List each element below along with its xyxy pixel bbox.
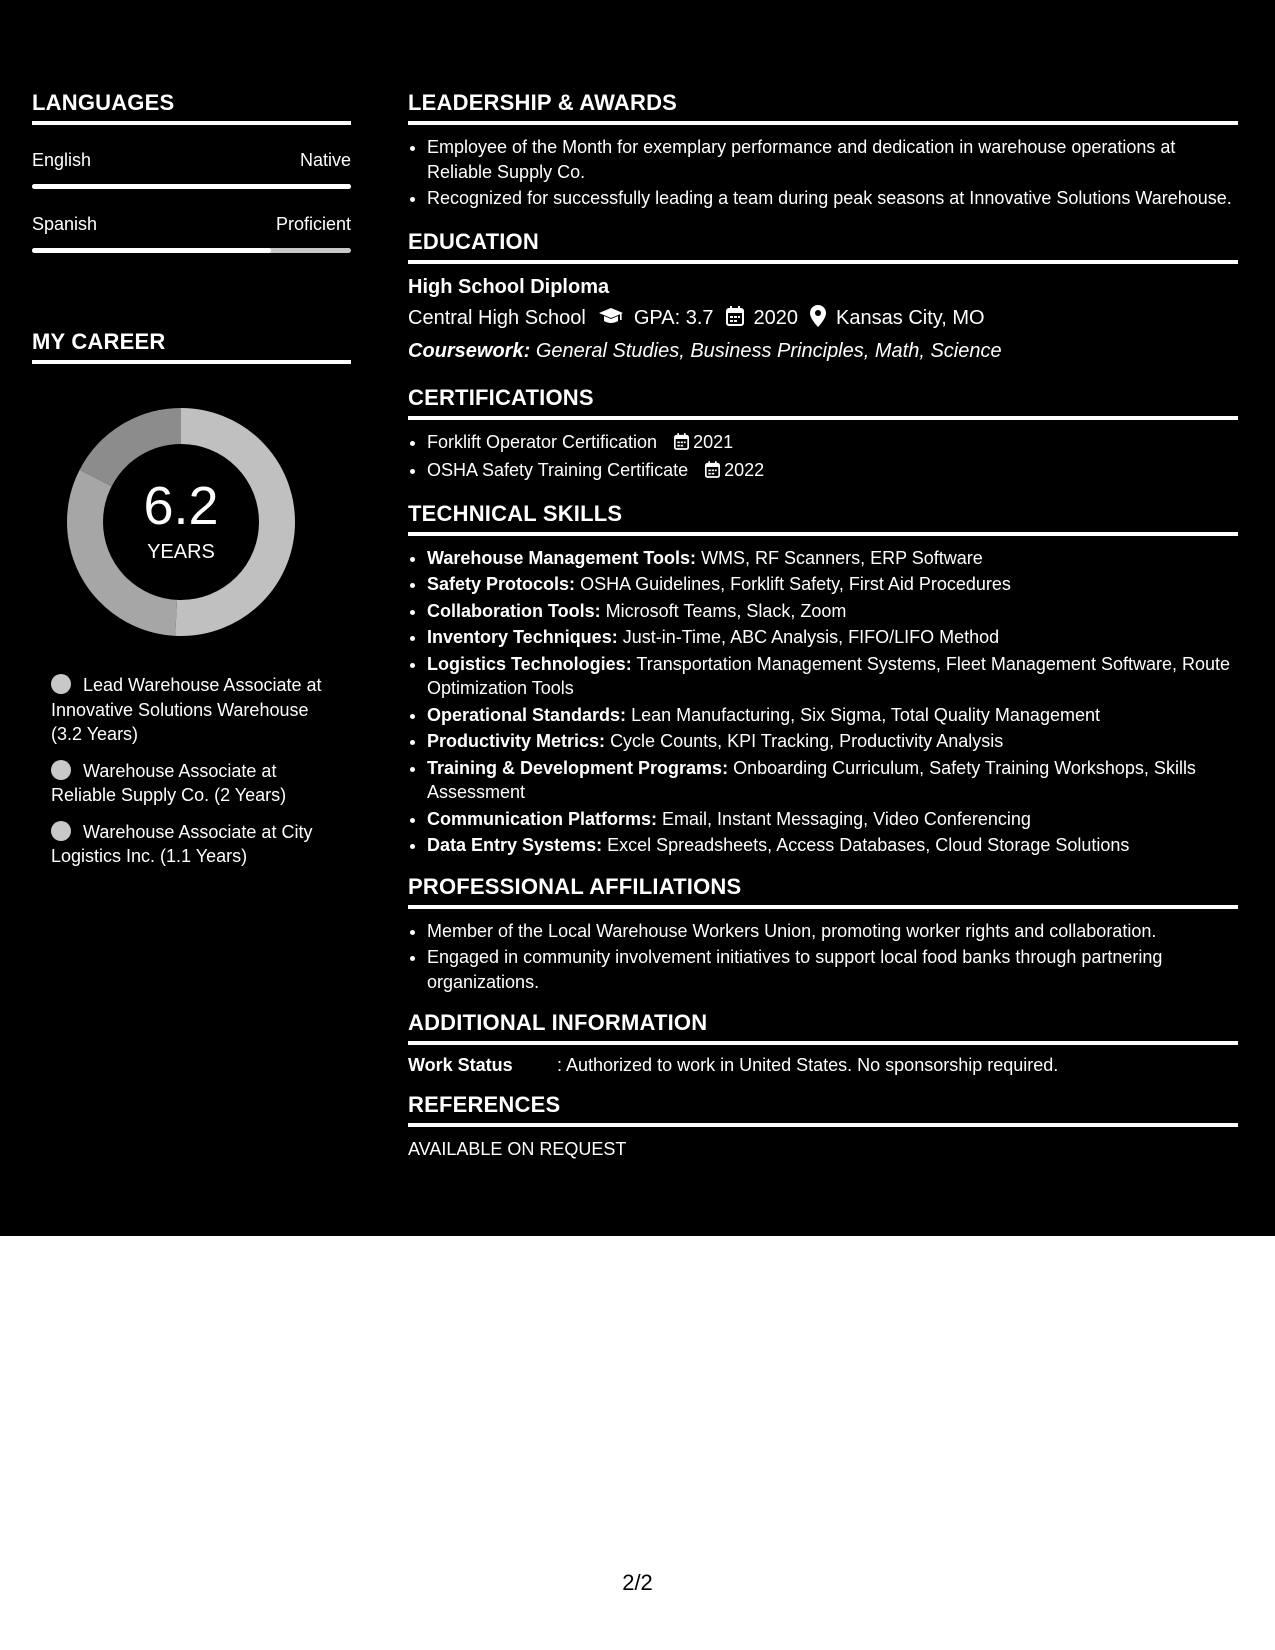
affiliations-list [408,919,1238,995]
language-item-spanish [32,214,351,253]
list-item: • Forklift Operator Certification 2021 [427,430,1238,457]
language-name: Spanish [32,214,98,234]
technical-skills-section [408,500,1238,858]
list-item: • Operational Standards: Lean Manufacturing, Six Sigma, Total Quality Management [427,703,1238,728]
list-item: • Inventory Techniques: Just-in-Time, ABC Analysis, FIFO/LIFO Method [427,625,1238,650]
list-item: • Employee of the Month for exemplary performance and dedication in warehouse operations at Reliable Supply Co. [427,135,1238,184]
list-item: • Productivity Metrics: Cycle Counts, KPI Tracking, Productivity Analysis [427,729,1238,754]
calendar-icon [705,460,720,485]
leadership-list [408,135,1238,211]
career-donut-chart [66,407,296,637]
technical-skills-heading: TECHNICAL SKILLS [408,503,1238,536]
additional-info-section [408,1012,1238,1076]
education-location: Kansas City, MO [836,307,985,329]
calendar-icon [726,306,744,332]
career-total-unit: YEARS [147,541,215,563]
list-item: • Data Entry Systems: Excel Spreadsheets, Access Databases, Cloud Storage Solutions [427,833,1238,858]
education-gpa: GPA: 3.7 [633,307,714,329]
sidebar [32,92,351,881]
list-item: • OSHA Safety Training Certificate 2022 [427,458,1238,485]
list-item: • Communication Platforms: Email, Instant Messaging, Video Conferencing [427,807,1238,832]
location-pin-icon [810,305,826,333]
work-status-row [408,1055,1238,1076]
education-section [408,228,1238,363]
education-heading: EDUCATION [408,231,1238,264]
list-item: • Warehouse Management Tools: WMS, RF Scanners, ERP Software [427,546,1238,571]
graduation-cap-icon [598,307,624,331]
references-heading: REFERENCES [408,1094,1238,1127]
leadership-heading: LEADERSHIP & AWARDS [408,92,1238,125]
career-total-value: 6.2 [143,476,219,536]
career-item: Warehouse Associate at City Logistics Inc. (1.1 Years) [51,821,313,866]
affiliations-heading: PROFESSIONAL AFFILIATIONS [408,876,1238,909]
certifications-section [408,384,1238,485]
language-name: English [32,150,92,170]
list-item: • Logistics Technologies: Transportation Management Systems, Fleet Management Software, Route Optimization Tools [427,652,1238,701]
references-section [408,1094,1238,1160]
bullet-dot-icon [51,674,71,694]
bullet-dot-icon [51,760,71,780]
language-level: Proficient [275,214,351,234]
page-number: 2/2 [622,1570,653,1595]
language-proficiency-fill [32,248,271,253]
certifications-heading: CERTIFICATIONS [408,387,1238,420]
coursework-value: General Studies, Business Principles, Math, Science [535,339,1002,362]
language-proficiency-bar [32,248,351,253]
list-item: • Recognized for successfully leading a team during peak seasons at Innovative Solutions Warehouse. [427,186,1238,211]
skills-list [408,546,1238,858]
work-status-label: Work Status [408,1055,513,1075]
list-item: • Training & Development Programs: Onboarding Curriculum, Safety Training Workshops, Skills Assessment [427,756,1238,805]
education-coursework [408,340,1238,363]
education-year: 2020 [753,307,799,329]
language-proficiency-bar [32,184,351,189]
career-item: Lead Warehouse Associate at Innovative Solutions Warehouse (3.2 Years) [51,675,322,744]
language-level: Native [299,150,351,170]
work-status-value: : Authorized to work in United States. No sponsorship required. [557,1055,1059,1075]
languages-heading: LANGUAGES [32,92,351,125]
leadership-section [408,92,1238,211]
main-content [408,92,1238,1173]
list-item: • Engaged in community involvement initiatives to support local food banks through partnering organizations. [427,945,1238,994]
education-degree: High School Diploma [408,275,610,298]
list-item: • Member of the Local Warehouse Workers Union, promoting worker rights and collaboration. [427,919,1238,944]
list-item: • Collaboration Tools: Microsoft Teams, Slack, Zoom [427,599,1238,624]
career-heading: MY CAREER [32,331,351,364]
calendar-icon [674,432,689,457]
education-school: Central High School [408,307,586,329]
education-details [408,305,1238,333]
references-text: AVAILABLE ON REQUEST [408,1139,627,1159]
language-proficiency-fill [32,184,351,189]
career-item: Warehouse Associate at Reliable Supply Co. (2 Years) [51,760,287,805]
language-item-english [32,150,351,189]
career-list [51,673,341,869]
additional-info-heading: ADDITIONAL INFORMATION [408,1012,1238,1045]
certifications-list [408,430,1238,485]
list-item: • Safety Protocols: OSHA Guidelines, Forklift Safety, First Aid Procedures [427,572,1238,597]
affiliations-section [408,873,1238,995]
bullet-dot-icon [51,821,71,841]
coursework-label: Coursework: [408,339,531,362]
